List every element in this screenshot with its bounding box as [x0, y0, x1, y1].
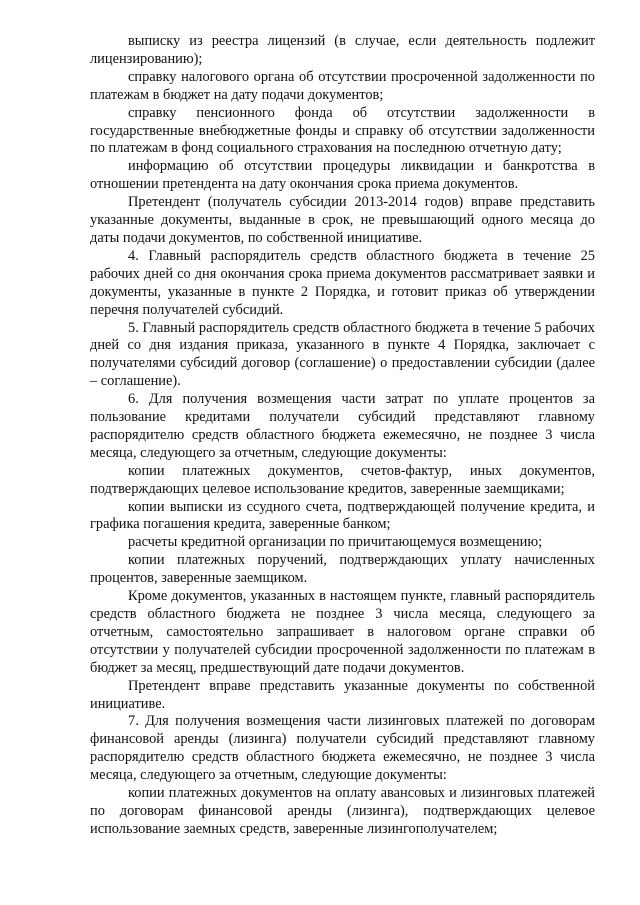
paragraph-clause-6: 6. Для получения возмещения части затрат по уплате процентов за пользование кредитами получатели субсидий представляют главному распорядителю средств областного бюджета ежемесячно, не позднее 3 числа месяца, следующего за отчетным, следующие документы:	[90, 391, 595, 461]
paragraph-leasing-payments: копии платежных документов на оплату авансовых и лизинговых платежей по договорам финансовой аренды (лизинга), подтверждающих целевое использование заемных средств, заверенные лизингополучателем;	[90, 785, 595, 837]
document-body	[90, 33, 595, 839]
paragraph-clause-7: 7. Для получения возмещения части лизинговых платежей по договорам финансовой аренды (лизинга) получатели субсидий представляют главному распорядителю средств областного бюджета ежемесячно, не позднее 3 числа месяца, следующего за отчетным, следующие документы:	[90, 713, 595, 784]
paragraph-clause-4: 4. Главный распорядитель средств областного бюджета в течение 25 рабочих дней со дня окончания срока приема документов рассматривает заявки и документы, указанные в пункте 2 Порядка, и готовит приказ об утверждении перечня получателей субсидий.	[90, 247, 595, 318]
paragraph-applicant-right: Претендент (получатель субсидии 2013-2014 годов) вправе представить указанные документы, выданные в срок, не превышающий одного месяца до даты подачи документов, по собственной инициативе.	[90, 194, 595, 246]
paragraph-pension-certificate: справку пенсионного фонда об отсутствии задолженности в государственные внебюджетные фонды и справку об отсутствии задолженности по платежам в фонд социального страхования на последнюю отчетную дату;	[90, 104, 595, 157]
paragraph-liquidation-info: информацию об отсутствии процедуры ликвидации и банкротства в отношении претендента на дату окончания срока приема документов.	[90, 158, 595, 193]
paragraph-payment-orders: копии платежных поручений, подтверждающих уплату начисленных процентов, заверенные заемщиком.	[90, 552, 595, 587]
paragraph-clause-5: 5. Главный распорядитель средств областного бюджета в течение 5 рабочих дней со дня издания приказа, указанного в пункте 4 Порядка, заключает с получателями субсидий договор (соглашение) о предоставлении субсидии (далее – соглашение).	[90, 319, 595, 390]
paragraph-tax-certificate: справку налогового органа об отсутствии просроченной задолженности по платежам в бюджет на дату подачи документов;	[90, 68, 595, 103]
paragraph-license-extract: выписку из реестра лицензий (в случае, если деятельность подлежит лицензированию);	[90, 33, 595, 67]
paragraph-credit-calculations: расчеты кредитной организации по причитающемуся возмещению;	[128, 534, 543, 551]
paragraph-payment-copies: копии платежных документов, счетов-фактур, иных документов, подтверждающих целевое использование кредитов, заверенные заемщиками;	[90, 462, 595, 497]
paragraph-applicant-initiative: Претендент вправе представить указанные документы по собственной инициативе.	[90, 677, 595, 712]
paragraph-tax-request: Кроме документов, указанных в настоящем пункте, главный распорядитель средств областного бюджета не позднее 3 числа месяца, следующего за отчетным, самостоятельно запрашивает в налоговом органе справки об отсутствии у получателей субсидии просроченной задолженности по платежам в бюджет за месяц, предшествующий дате подачи документов.	[90, 588, 595, 676]
paragraph-loan-statement: копии выписки из ссудного счета, подтверждающей получение кредита, и графика погашения кредита, заверенные банком;	[90, 498, 595, 533]
